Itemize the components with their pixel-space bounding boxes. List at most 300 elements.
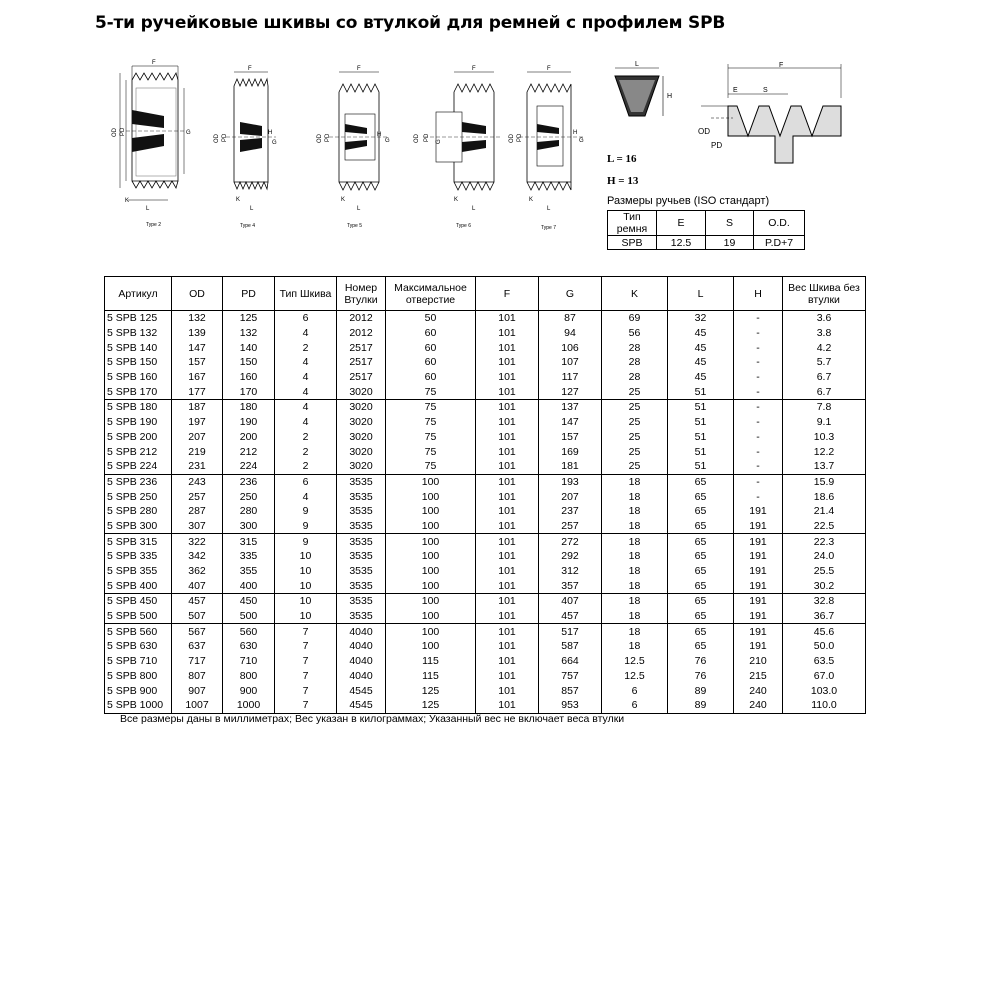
table-cell: 65: [668, 609, 734, 624]
table-cell: 400: [223, 578, 275, 593]
table-cell: 7: [275, 624, 337, 639]
table-cell: 207: [172, 430, 223, 445]
table-cell: 101: [476, 384, 539, 399]
table-cell: 6: [275, 311, 337, 326]
svg-text:PD: PD: [120, 127, 126, 136]
table-cell: 69: [602, 311, 668, 326]
table-cell: 3.8: [783, 326, 866, 341]
table-cell: 60: [386, 370, 476, 385]
article-cell: 5 SPB 132: [105, 326, 172, 341]
table-cell: 219: [172, 444, 223, 459]
svg-text:L: L: [250, 206, 254, 212]
table-cell: 187: [172, 400, 223, 415]
dim-F-label: F: [152, 60, 156, 66]
table-cell: -: [734, 400, 783, 415]
table-cell: 157: [539, 430, 602, 445]
table-cell: 100: [386, 474, 476, 489]
table-cell: 100: [386, 639, 476, 654]
table-row: [105, 698, 866, 713]
table-cell: 94: [539, 326, 602, 341]
table-cell: 107: [539, 355, 602, 370]
table-cell: 51: [668, 400, 734, 415]
table-row: [105, 549, 866, 564]
table-cell: 6: [602, 683, 668, 698]
table-cell: 4040: [337, 669, 386, 684]
table-cell: 191: [734, 519, 783, 534]
table-cell: 75: [386, 400, 476, 415]
table-cell: 51: [668, 430, 734, 445]
table-cell: 177: [172, 384, 223, 399]
svg-text:OD: OD: [112, 128, 118, 137]
table-cell: 125: [386, 698, 476, 713]
table-cell: -: [734, 489, 783, 504]
table-cell: 10: [275, 549, 337, 564]
table-cell: 25: [602, 415, 668, 430]
table-cell: 100: [386, 594, 476, 609]
table-cell: 953: [539, 698, 602, 713]
table-cell: 65: [668, 489, 734, 504]
table-cell: 6.7: [783, 370, 866, 385]
table-cell: 7: [275, 683, 337, 698]
table-cell: 3535: [337, 474, 386, 489]
table-cell: 2517: [337, 340, 386, 355]
table-cell: 101: [476, 474, 539, 489]
table-cell: 15.9: [783, 474, 866, 489]
table-cell: 76: [668, 669, 734, 684]
table-cell: 7: [275, 698, 337, 713]
table-cell: 3535: [337, 549, 386, 564]
table-cell: 101: [476, 683, 539, 698]
table-cell: 7.8: [783, 400, 866, 415]
type-2-caption: Type 2: [146, 222, 162, 228]
table-cell: 2: [275, 459, 337, 474]
type-7-caption: Type 7: [541, 225, 557, 231]
table-cell: 3020: [337, 415, 386, 430]
svg-text:K: K: [236, 197, 241, 203]
table-cell: 18.6: [783, 489, 866, 504]
svg-text:L: L: [547, 206, 551, 212]
table-cell: 3020: [337, 459, 386, 474]
table-row: [105, 430, 866, 445]
table-cell: 315: [223, 534, 275, 549]
table-cell: 197: [172, 415, 223, 430]
table-cell: 50.0: [783, 639, 866, 654]
table-cell: 5.7: [783, 355, 866, 370]
table-cell: 170: [223, 384, 275, 399]
table-cell: 9.1: [783, 415, 866, 430]
svg-text:G: G: [272, 140, 277, 146]
table-cell: 342: [172, 549, 223, 564]
table-cell: 517: [539, 624, 602, 639]
table-cell: 240: [734, 698, 783, 713]
table-cell: 75: [386, 459, 476, 474]
table-cell: 450: [223, 594, 275, 609]
table-cell: 212: [223, 444, 275, 459]
table-cell: 12.2: [783, 444, 866, 459]
table-cell: 140: [223, 340, 275, 355]
table-cell: 24.0: [783, 549, 866, 564]
table-cell: -: [734, 459, 783, 474]
table-cell: 139: [172, 326, 223, 341]
table-cell: 45: [668, 340, 734, 355]
table-cell: 280: [223, 504, 275, 519]
table-cell: 4.2: [783, 340, 866, 355]
belt-section-drawing: [605, 60, 685, 130]
table-cell: 101: [476, 355, 539, 370]
table-row: [105, 669, 866, 684]
table-cell: 65: [668, 504, 734, 519]
table-cell: 3535: [337, 578, 386, 593]
table-row: [105, 340, 866, 355]
table-cell: 18: [602, 504, 668, 519]
table-row: [105, 474, 866, 489]
groove-header-s: S: [706, 211, 754, 236]
table-cell: 25: [602, 384, 668, 399]
table-row: [105, 534, 866, 549]
table-cell: 28: [602, 370, 668, 385]
pulley-type-6-drawing: [410, 64, 500, 234]
table-cell: 101: [476, 549, 539, 564]
table-cell: 132: [223, 326, 275, 341]
table-cell: 115: [386, 654, 476, 669]
table-cell: 101: [476, 519, 539, 534]
article-cell: 5 SPB 170: [105, 384, 172, 399]
table-cell: 3020: [337, 400, 386, 415]
table-cell: 9: [275, 534, 337, 549]
table-cell: 101: [476, 340, 539, 355]
col-header-h: H: [734, 277, 783, 311]
table-cell: 307: [172, 519, 223, 534]
table-cell: 3020: [337, 384, 386, 399]
col-header-g: G: [539, 277, 602, 311]
table-cell: 12.5: [602, 669, 668, 684]
table-row: [105, 564, 866, 579]
table-cell: 457: [172, 594, 223, 609]
table-cell: 7: [275, 669, 337, 684]
table-cell: 180: [223, 400, 275, 415]
footnote: Все размеры даны в миллиметрах; Вес указан в килограммах; Указанный вес не включает веса втулки: [120, 713, 625, 725]
table-cell: 210: [734, 654, 783, 669]
article-cell: 5 SPB 355: [105, 564, 172, 579]
table-cell: 500: [223, 609, 275, 624]
table-cell: 60: [386, 326, 476, 341]
table-cell: 106: [539, 340, 602, 355]
article-cell: 5 SPB 160: [105, 370, 172, 385]
table-cell: 25.5: [783, 564, 866, 579]
table-cell: 51: [668, 384, 734, 399]
table-cell: 100: [386, 489, 476, 504]
table-cell: 75: [386, 430, 476, 445]
table-cell: 312: [539, 564, 602, 579]
page-title: 5-ти ручейковые шкивы со втулкой для ремней с профилем SPB: [95, 13, 726, 33]
table-row: [105, 654, 866, 669]
table-cell: 300: [223, 519, 275, 534]
table-row: [105, 415, 866, 430]
table-cell: 257: [172, 489, 223, 504]
table-cell: 215: [734, 669, 783, 684]
table-cell: 224: [223, 459, 275, 474]
table-cell: 191: [734, 639, 783, 654]
groove-header-od: O.D.: [754, 211, 805, 236]
svg-text:OD: OD: [509, 134, 515, 143]
table-cell: 18: [602, 564, 668, 579]
table-cell: 3535: [337, 519, 386, 534]
article-cell: 5 SPB 500: [105, 609, 172, 624]
table-cell: 2: [275, 340, 337, 355]
table-cell: 637: [172, 639, 223, 654]
table-cell: 65: [668, 534, 734, 549]
article-cell: 5 SPB 450: [105, 594, 172, 609]
table-cell: 2: [275, 430, 337, 445]
table-cell: 357: [539, 578, 602, 593]
article-cell: 5 SPB 212: [105, 444, 172, 459]
svg-text:S: S: [763, 87, 768, 94]
table-cell: 160: [223, 370, 275, 385]
article-cell: 5 SPB 224: [105, 459, 172, 474]
svg-text:H: H: [573, 130, 578, 136]
table-cell: 25: [602, 430, 668, 445]
table-cell: 191: [734, 504, 783, 519]
article-cell: 5 SPB 315: [105, 534, 172, 549]
groove-table-title: Размеры ручьев (ISO стандарт): [607, 195, 770, 207]
table-cell: 900: [223, 683, 275, 698]
table-cell: 9: [275, 519, 337, 534]
table-cell: 101: [476, 624, 539, 639]
svg-text:PD: PD: [424, 133, 430, 142]
table-cell: 101: [476, 311, 539, 326]
table-cell: 28: [602, 340, 668, 355]
table-row: [105, 519, 866, 534]
svg-text:G: G: [579, 138, 584, 144]
table-cell: 507: [172, 609, 223, 624]
table-cell: 191: [734, 549, 783, 564]
table-cell: 101: [476, 564, 539, 579]
col-header-k: K: [602, 277, 668, 311]
table-cell: 272: [539, 534, 602, 549]
table-cell: -: [734, 384, 783, 399]
table-row: [105, 326, 866, 341]
table-cell: 75: [386, 415, 476, 430]
table-cell: 147: [539, 415, 602, 430]
table-cell: 191: [734, 624, 783, 639]
table-cell: 18: [602, 549, 668, 564]
table-cell: 407: [539, 594, 602, 609]
table-cell: 167: [172, 370, 223, 385]
svg-text:H: H: [377, 132, 382, 138]
groove-cell: SPB: [608, 236, 657, 250]
table-cell: -: [734, 311, 783, 326]
table-cell: 240: [734, 683, 783, 698]
article-cell: 5 SPB 1000: [105, 698, 172, 713]
table-cell: 190: [223, 415, 275, 430]
table-cell: -: [734, 326, 783, 341]
svg-text:F: F: [779, 62, 784, 69]
table-cell: 10: [275, 594, 337, 609]
svg-text:K: K: [341, 197, 346, 203]
pulley-type-4-drawing: [210, 64, 280, 234]
table-cell: 75: [386, 444, 476, 459]
svg-text:L: L: [357, 206, 361, 212]
groove-cell: P.D+7: [754, 236, 805, 250]
table-cell: 25: [602, 444, 668, 459]
table-cell: 65: [668, 624, 734, 639]
table-cell: 3535: [337, 504, 386, 519]
table-row: [105, 400, 866, 415]
table-cell: 101: [476, 639, 539, 654]
table-cell: 36.7: [783, 609, 866, 624]
table-cell: 4: [275, 415, 337, 430]
svg-text:F: F: [472, 66, 476, 72]
table-cell: 292: [539, 549, 602, 564]
table-cell: 101: [476, 654, 539, 669]
table-cell: 125: [386, 683, 476, 698]
groove-cell: 19: [706, 236, 754, 250]
table-cell: 32: [668, 311, 734, 326]
table-cell: 147: [172, 340, 223, 355]
svg-text:L: L: [472, 206, 476, 212]
table-cell: 6: [602, 698, 668, 713]
table-cell: 560: [223, 624, 275, 639]
table-cell: 65: [668, 594, 734, 609]
table-cell: 710: [223, 654, 275, 669]
pulley-type-7-drawing: [505, 64, 590, 236]
table-cell: 18: [602, 578, 668, 593]
svg-text:OD: OD: [317, 134, 323, 143]
table-cell: 65: [668, 519, 734, 534]
table-cell: 101: [476, 444, 539, 459]
table-cell: 60: [386, 355, 476, 370]
table-cell: 7: [275, 639, 337, 654]
svg-text:G: G: [186, 130, 191, 136]
article-cell: 5 SPB 630: [105, 639, 172, 654]
article-cell: 5 SPB 710: [105, 654, 172, 669]
table-cell: 457: [539, 609, 602, 624]
svg-text:F: F: [357, 66, 361, 72]
table-cell: 2517: [337, 355, 386, 370]
table-cell: 3.6: [783, 311, 866, 326]
table-cell: 25: [602, 459, 668, 474]
table-cell: 101: [476, 415, 539, 430]
svg-text:L: L: [146, 206, 150, 212]
table-cell: 2: [275, 444, 337, 459]
table-cell: 100: [386, 519, 476, 534]
table-cell: 587: [539, 639, 602, 654]
table-cell: -: [734, 340, 783, 355]
table-cell: 100: [386, 549, 476, 564]
table-cell: 18: [602, 609, 668, 624]
table-cell: 45: [668, 355, 734, 370]
table-row: [105, 504, 866, 519]
table-cell: 4040: [337, 654, 386, 669]
table-cell: 322: [172, 534, 223, 549]
table-cell: 100: [386, 609, 476, 624]
type-4-caption: Type 4: [240, 223, 256, 229]
table-cell: 117: [539, 370, 602, 385]
table-row: [105, 355, 866, 370]
article-cell: 5 SPB 190: [105, 415, 172, 430]
table-row: [105, 594, 866, 609]
table-cell: 65: [668, 578, 734, 593]
table-cell: 101: [476, 609, 539, 624]
article-cell: 5 SPB 180: [105, 400, 172, 415]
table-cell: 191: [734, 609, 783, 624]
table-cell: 32.8: [783, 594, 866, 609]
table-cell: 237: [539, 504, 602, 519]
table-cell: 30.2: [783, 578, 866, 593]
table-cell: 100: [386, 578, 476, 593]
svg-text:K: K: [529, 197, 534, 203]
table-cell: 100: [386, 504, 476, 519]
table-cell: 4040: [337, 639, 386, 654]
table-row: [105, 609, 866, 624]
table-cell: 101: [476, 504, 539, 519]
table-cell: 65: [668, 564, 734, 579]
table-cell: 75: [386, 384, 476, 399]
table-cell: 100: [386, 564, 476, 579]
table-cell: 630: [223, 639, 275, 654]
table-cell: 236: [223, 474, 275, 489]
table-cell: -: [734, 415, 783, 430]
article-cell: 5 SPB 560: [105, 624, 172, 639]
table-cell: 28: [602, 355, 668, 370]
article-cell: 5 SPB 280: [105, 504, 172, 519]
table-cell: 51: [668, 459, 734, 474]
table-cell: 89: [668, 683, 734, 698]
table-cell: 103.0: [783, 683, 866, 698]
table-cell: 45: [668, 370, 734, 385]
type-6-caption: Type 6: [456, 223, 472, 229]
article-cell: 5 SPB 140: [105, 340, 172, 355]
table-cell: 335: [223, 549, 275, 564]
svg-text:F: F: [547, 66, 551, 72]
table-row: [105, 489, 866, 504]
table-row: [105, 578, 866, 593]
table-cell: 4545: [337, 698, 386, 713]
table-cell: 207: [539, 489, 602, 504]
table-cell: 3535: [337, 594, 386, 609]
table-cell: 18: [602, 639, 668, 654]
table-row: [105, 370, 866, 385]
table-cell: 191: [734, 578, 783, 593]
table-cell: 115: [386, 669, 476, 684]
table-cell: 150: [223, 355, 275, 370]
table-cell: -: [734, 355, 783, 370]
groove-profile-drawing: [693, 58, 853, 168]
table-cell: 101: [476, 326, 539, 341]
svg-text:PD: PD: [711, 141, 723, 150]
table-cell: 87: [539, 311, 602, 326]
table-cell: 127: [539, 384, 602, 399]
table-cell: 65: [668, 549, 734, 564]
svg-text:PD: PD: [222, 133, 228, 142]
table-cell: 12.5: [602, 654, 668, 669]
table-cell: 63.5: [783, 654, 866, 669]
table-cell: 101: [476, 459, 539, 474]
svg-text:H: H: [667, 93, 673, 100]
svg-text:G: G: [385, 138, 390, 144]
svg-text:OD: OD: [698, 127, 710, 136]
table-cell: 101: [476, 489, 539, 504]
article-cell: 5 SPB 125: [105, 311, 172, 326]
table-cell: 169: [539, 444, 602, 459]
table-cell: 250: [223, 489, 275, 504]
table-cell: 22.5: [783, 519, 866, 534]
table-cell: 4545: [337, 683, 386, 698]
table-cell: -: [734, 430, 783, 445]
table-cell: 2012: [337, 311, 386, 326]
table-cell: 664: [539, 654, 602, 669]
table-cell: 287: [172, 504, 223, 519]
